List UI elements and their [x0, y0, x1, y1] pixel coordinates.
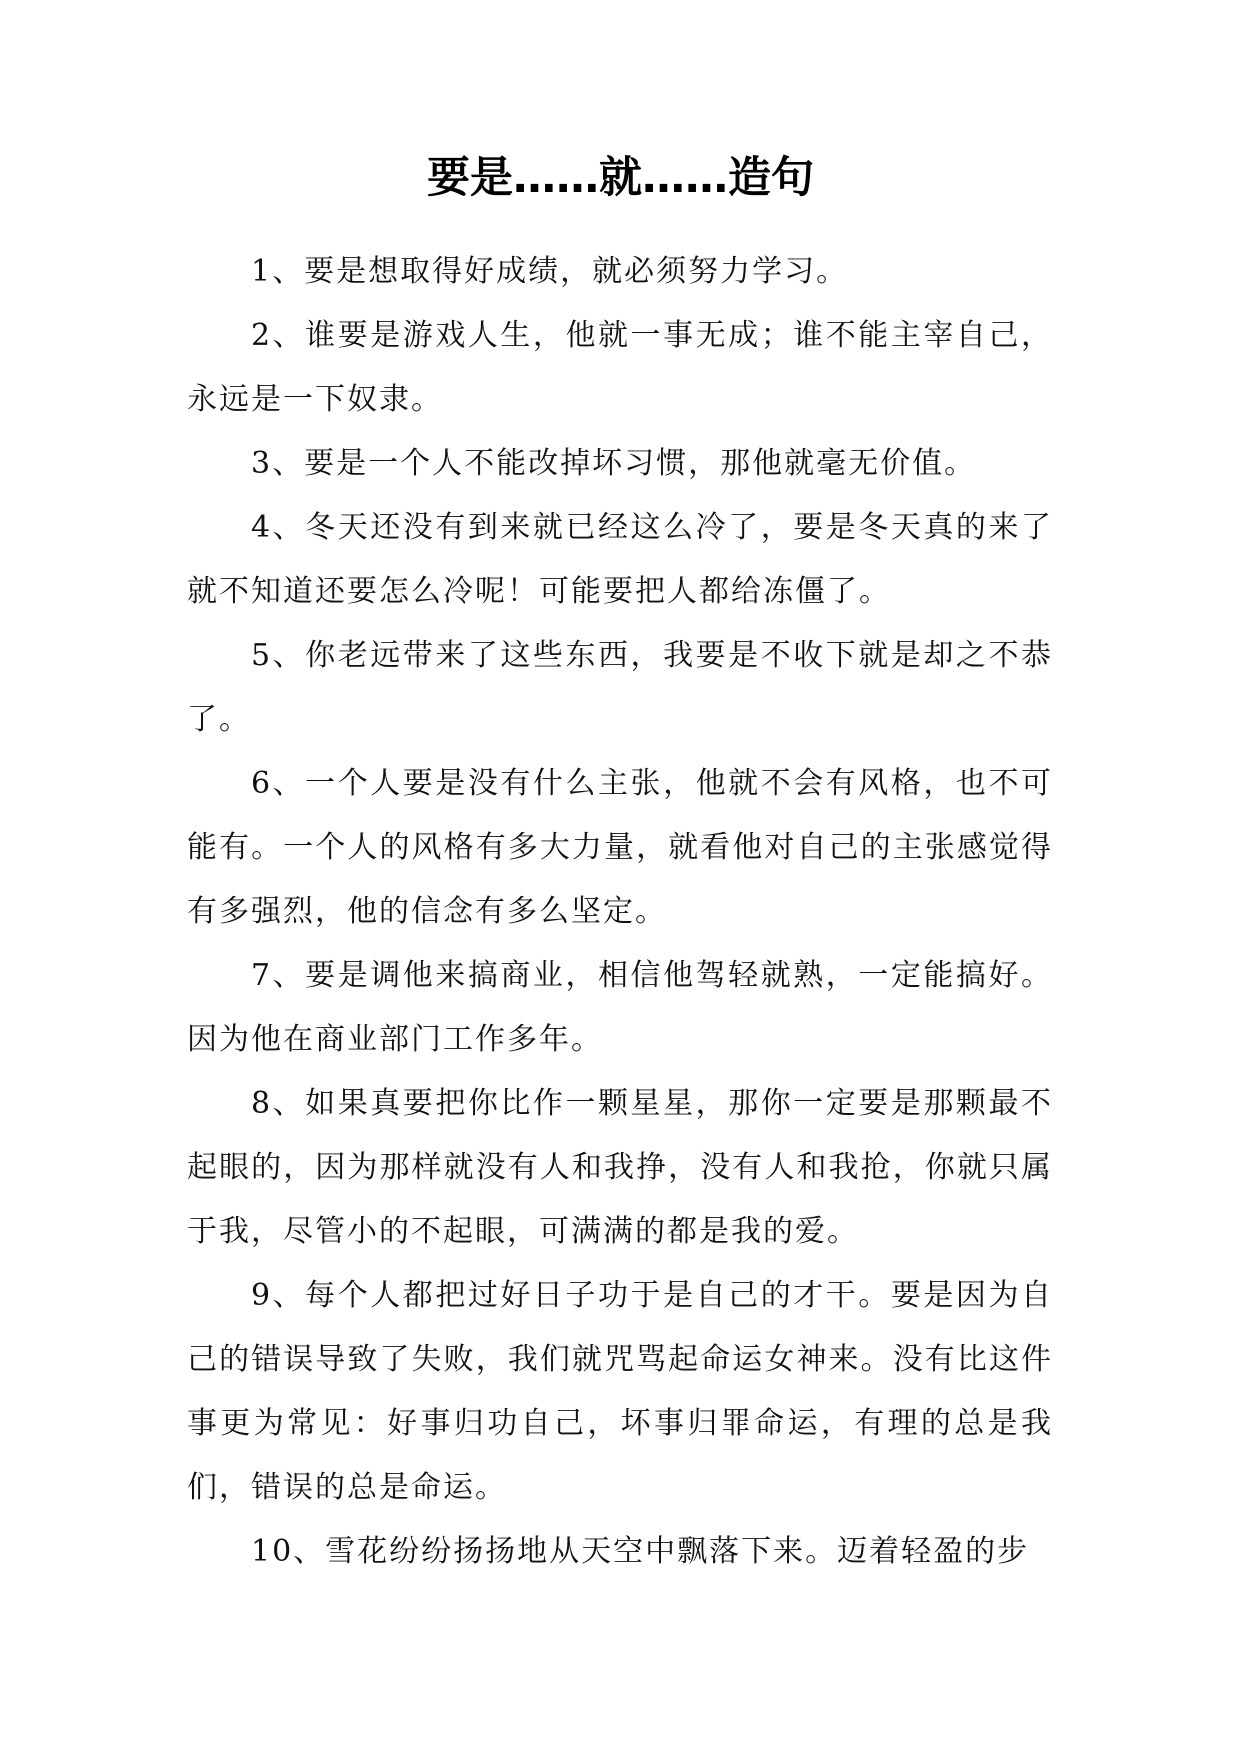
paragraph-5: 5、你老远带来了这些东西，我要是不收下就是却之不恭了。 — [187, 638, 1053, 737]
paragraph-9: 9、每个人都把过好日子功于是自己的才干。要是因为自己的错误导致了失败，我们就咒骂起命运女神来。没有比这件事更为常见：好事归功自己，坏事归罪命运，有理的总是我们，错误的总是命运。 — [187, 1278, 1053, 1505]
document-body — [187, 240, 1053, 1584]
paragraph-10: 10、雪花纷纷扬扬地从天空中飘落下来。迈着轻盈的步 — [251, 1534, 1030, 1569]
paragraph-8: 8、如果真要把你比作一颗星星，那你一定要是那颗最不起眼的，因为那样就没有人和我挣，没有人和我抢，你就只属于我，尽管小的不起眼，可满满的都是我的爱。 — [187, 1086, 1053, 1249]
paragraph-3: 3、要是一个人不能改掉坏习惯，那他就毫无价值。 — [251, 446, 977, 481]
paragraph-6: 6、一个人要是没有什么主张，他就不会有风格，也不可能有。一个人的风格有多大力量，就看他对自己的主张感觉得有多强烈，他的信念有多么坚定。 — [187, 766, 1053, 929]
paragraph-1: 1、要是想取得好成绩，就必须努力学习。 — [251, 254, 849, 289]
paragraph-2: 2、谁要是游戏人生，他就一事无成；谁不能主宰自己，永远是一下奴隶。 — [187, 318, 1053, 417]
document-title: 要是……就……造句 — [427, 153, 814, 203]
paragraph-7: 7、要是调他来搞商业，相信他驾轻就熟，一定能搞好。因为他在商业部门工作多年。 — [187, 958, 1053, 1057]
paragraph-4: 4、冬天还没有到来就已经这么冷了，要是冬天真的来了就不知道还要怎么冷呢！可能要把人都给冻僵了。 — [187, 510, 1053, 609]
